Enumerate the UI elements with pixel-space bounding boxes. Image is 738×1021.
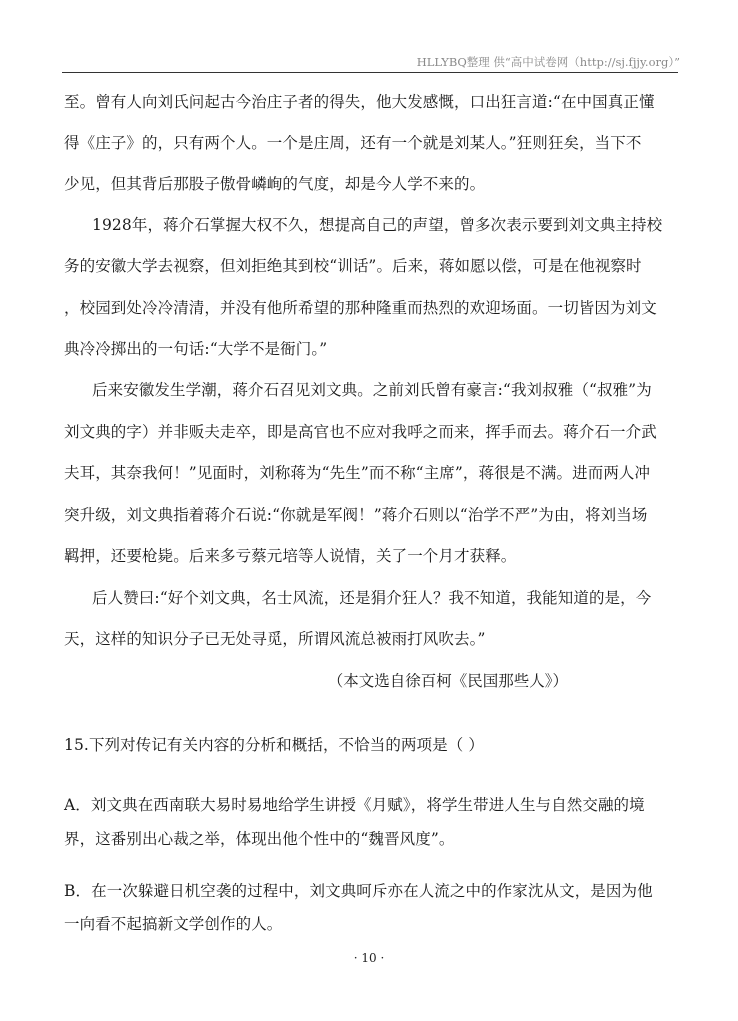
body-line: 突升级，刘文典指着蒋介石说:“你就是军阀！”蒋介石则以“治学不严”为由，将刘当场 [64, 506, 648, 524]
header-divider [62, 72, 678, 73]
body-line: 刘文典的字）并非贩夫走卒，即是高官也不应对我呼之而来，挥手而去。蒋介石一介武 [64, 423, 657, 441]
body-line: ，校园到处冷冷清清，并没有他所希望的那种隆重而热烈的欢迎场面。一切皆因为刘文 [64, 299, 657, 317]
option-a-continuation: 界，这番别出心裁之举，体现出他个性中的“魏晋风度”。 [64, 830, 455, 848]
body-line: 羁押，还要枪毙。后来多亏蔡元培等人说情，关了一个月才获释。 [64, 547, 517, 565]
option-b: B．在一次躲避日机空袭的过程中，刘文典呵斥亦在人流之中的作家沈从文，是因为他 [64, 882, 653, 900]
page-number: · 10 · [353, 951, 385, 965]
option-a: A．刘文典在西南联大易时易地给学生讲授《月赋》，将学生带进人生与自然交融的境 [64, 796, 645, 814]
paragraph-start-line: 后来安徽发生学潮，蒋介石召见刘文典。之前刘氏曾有豪言:“我刘叔雅（“叔雅”为 [92, 381, 652, 399]
body-line: 典冷冷掷出的一句话:“大学不是衙门。” [64, 340, 328, 358]
body-line: 天，这样的知识分子已无处寻觅，所谓风流总被雨打风吹去。” [64, 630, 486, 648]
paragraph-start-line: 1928年，蒋介石掌握大权不久，想提高自己的声望，曾多次表示要到刘文典主持校 [92, 216, 663, 234]
body-line: 务的安徽大学去视察，但刘拒绝其到校“训话”。后来，蒋如愿以偿，可是在他视察时 [64, 257, 642, 275]
page-header-source: HLLYBQ整理 供“高中试卷网（http://sj.fjjy.org）” [416, 55, 680, 69]
source-citation: （本文选自徐百柯《民国那些人》） [327, 672, 568, 690]
body-line: 夫耳，其奈我何！”见面时，刘称蒋为“先生”而不称“主席”，蒋很是不满。进而两人冲 [64, 464, 651, 482]
body-line: 得《庄子》的，只有两个人。一个是庄周，还有一个就是刘某人。”狂则狂矣，当下不 [64, 134, 642, 152]
body-line: 少见，但其背后那股子傲骨嶙峋的气度，却是今人学不来的。 [64, 175, 486, 193]
option-b-continuation: 一向看不起搞新文学创作的人。 [64, 915, 283, 933]
paragraph-start-line: 后人赞曰:“好个刘文典，名士风流，还是狷介狂人？我不知道，我能知道的是，今 [92, 589, 652, 607]
question-stem: 15.下列对传记有关内容的分析和概括，不恰当的两项是（ ） [64, 736, 484, 754]
body-line: 至。曾有人向刘氏问起古今治庄子者的得失，他大发感慨，口出狂言道:“在中国真正懂 [64, 93, 655, 111]
